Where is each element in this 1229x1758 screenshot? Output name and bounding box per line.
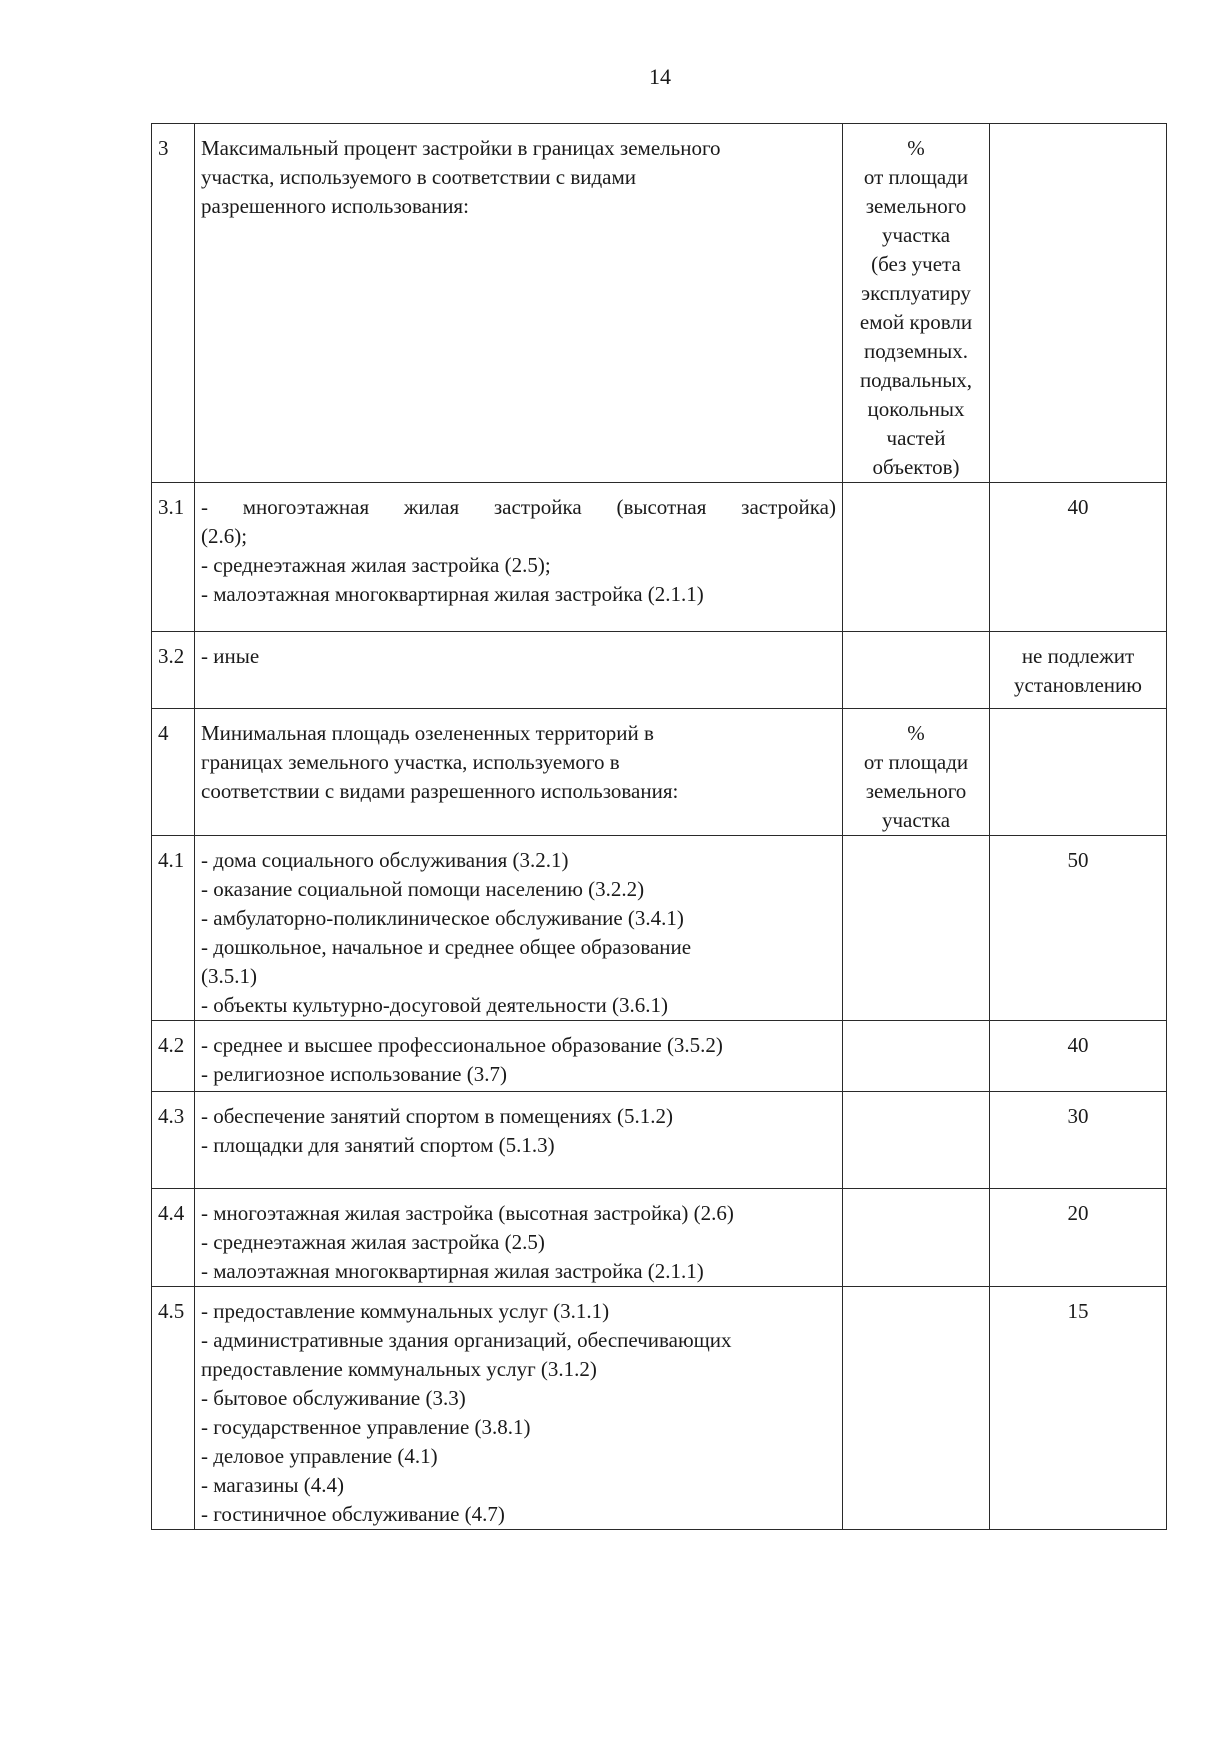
row-unit [843, 1021, 990, 1092]
description-line: разрешенного использования: [201, 194, 469, 218]
description-line: (2.6); [201, 524, 248, 548]
row-description [195, 124, 843, 483]
row-unit [843, 1287, 990, 1530]
row-number: 4.5 [152, 1287, 195, 1530]
row-value: 40 [990, 1021, 1167, 1092]
row-description [195, 632, 843, 709]
row-unit [843, 483, 990, 632]
description-line: - оказание социальной помощи населению (3.2.2) [201, 877, 645, 901]
description-line: - дошкольное, начальное и среднее общее образование [201, 935, 692, 959]
row-unit [843, 632, 990, 709]
row-value [990, 124, 1167, 483]
row-description [195, 836, 843, 1021]
parameters-table-body [152, 124, 1167, 1530]
table-row [152, 709, 1167, 836]
table-row [152, 1021, 1167, 1092]
table-row [152, 632, 1167, 709]
description-line: соответствии с видами разрешенного использования: [201, 779, 679, 803]
description-line: (3.5.1) [201, 964, 257, 988]
description-line: - иные [201, 644, 260, 668]
description-line: - административные здания организаций, обеспечивающих [201, 1328, 732, 1352]
description-line: предоставление коммунальных услуг (3.1.2) [201, 1357, 597, 1381]
description-line: границах земельного участка, используемого в [201, 750, 620, 774]
table-row [152, 836, 1167, 1021]
row-description [195, 1287, 843, 1530]
description-line: участка, используемого в соответствии с видами [201, 165, 637, 189]
row-description [195, 709, 843, 836]
row-value: 50 [990, 836, 1167, 1021]
description-line: - деловое управление (4.1) [201, 1444, 438, 1468]
table-row [152, 1189, 1167, 1287]
description-line: - малоэтажная многоквартирная жилая застройка (2.1.1) [201, 582, 704, 606]
description-line: - бытовое обслуживание (3.3) [201, 1386, 466, 1410]
table-row [152, 1092, 1167, 1189]
description-line: - площадки для занятий спортом (5.1.3) [201, 1133, 555, 1157]
row-description [195, 1189, 843, 1287]
description-line: - многоэтажная жилая застройка (высотная застройка) (2.6) [201, 1201, 734, 1225]
description-line: - объекты культурно-досуговой деятельности (3.6.1) [201, 993, 668, 1017]
table-row [152, 1287, 1167, 1530]
row-value: 15 [990, 1287, 1167, 1530]
row-number: 3 [152, 124, 195, 483]
row-unit [843, 1092, 990, 1189]
row-value [990, 709, 1167, 836]
row-number: 4.4 [152, 1189, 195, 1287]
description-line: - амбулаторно-поликлиническое обслуживание (3.4.1) [201, 906, 684, 930]
description-line: Максимальный процент застройки в границах земельного [201, 136, 721, 160]
row-value: не подлежит установлению [990, 632, 1167, 709]
description-line: - магазины (4.4) [201, 1473, 345, 1497]
row-number: 4.2 [152, 1021, 195, 1092]
description-line: - многоэтажная жилая застройка (высотная застройка) [201, 495, 836, 519]
row-value: 20 [990, 1189, 1167, 1287]
description-line: - религиозное использование (3.7) [201, 1062, 507, 1086]
description-line: Минимальная площадь озелененных территорий в [201, 721, 654, 745]
description-line: - предоставление коммунальных услуг (3.1.1) [201, 1299, 610, 1323]
table-row [152, 483, 1167, 632]
description-line: - среднеэтажная жилая застройка (2.5); [201, 553, 551, 577]
description-line: - дома социального обслуживания (3.2.1) [201, 848, 569, 872]
description-line: - обеспечение занятий спортом в помещениях (5.1.2) [201, 1104, 673, 1128]
row-number: 3.1 [152, 483, 195, 632]
description-line: - среднее и высшее профессиональное образование (3.5.2) [201, 1033, 723, 1057]
row-value: 30 [990, 1092, 1167, 1189]
row-description [195, 1021, 843, 1092]
row-unit [843, 1189, 990, 1287]
row-number: 4 [152, 709, 195, 836]
table-row [152, 124, 1167, 483]
description-line: - государственное управление (3.8.1) [201, 1415, 531, 1439]
row-number: 4.1 [152, 836, 195, 1021]
description-line: - гостиничное обслуживание (4.7) [201, 1502, 505, 1526]
row-description [195, 483, 843, 632]
page-number: 14 [649, 64, 671, 89]
row-unit [843, 836, 990, 1021]
description-line: - среднеэтажная жилая застройка (2.5) [201, 1230, 545, 1254]
parameters-table [151, 123, 1167, 1530]
row-number: 4.3 [152, 1092, 195, 1189]
description-line: - малоэтажная многоквартирная жилая застройка (2.1.1) [201, 1259, 704, 1283]
row-unit: % от площади земельного участка [843, 709, 990, 836]
row-description [195, 1092, 843, 1189]
row-value: 40 [990, 483, 1167, 632]
row-unit: % от площади земельного участка (без учета эксплуатиру емой кровли подземных. подвальных, цокольных частей объектов) [843, 124, 990, 483]
row-number: 3.2 [152, 632, 195, 709]
